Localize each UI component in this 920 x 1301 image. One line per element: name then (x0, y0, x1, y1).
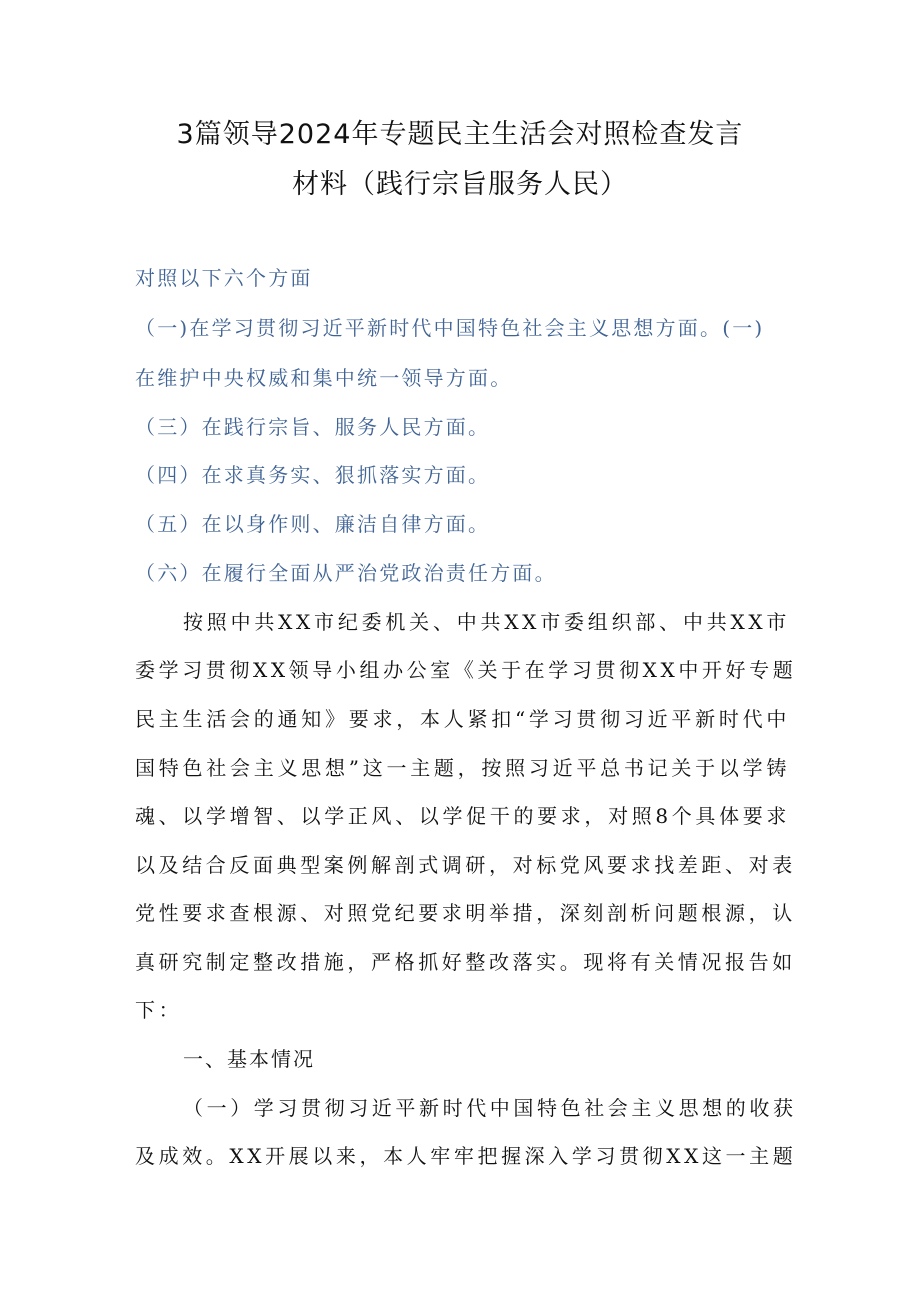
section-heading-basic-situation: 一、基本情况 (183, 1047, 315, 1071)
paragraph-line: 下： (135, 998, 183, 1022)
paragraph-line: 民主生活会的通知》要求，本人紧扣“学习贯彻习近平新时代中 (135, 707, 790, 731)
aspects-intro: 对照以下六个方面 (135, 266, 313, 290)
paragraph-line: （一）学习贯彻习近平新时代中国特色社会主义思想的收获 (183, 1096, 797, 1120)
paragraph-line: 国特色社会主义思想”这一主题，按照习近平总书记关于以学铸 (135, 756, 790, 780)
document-title-line-1: 3篇领导2024年专题民主生活会对照检查发言 (176, 119, 744, 150)
aspect-item-1: （一)在学习贯彻习近平新时代中国特色社会主义思想方面。(一) (135, 316, 765, 340)
paragraph-line: 委学习贯彻XX领导小组办公室《关于在学习贯彻XX中开好专题 (135, 658, 797, 682)
aspect-item-2: 在维护中央权威和集中统一领导方面。 (135, 366, 513, 390)
paragraph-line: 魂、以学增智、以学正风、以学促干的要求，对照8个具体要求 (135, 804, 790, 828)
aspect-item-6: （六）在履行全面从严治党政治责任方面。 (135, 561, 557, 585)
paragraph-line: 党性要求查根源、对照党纪要求明举措，深刻剖析问题根源，认 (135, 901, 796, 925)
aspect-item-3: （三）在践行宗旨、服务人民方面。 (135, 415, 491, 439)
paragraph-line: 真研究制定整改措施，严格抓好整改落实。现将有关情况报告如 (135, 950, 796, 974)
paragraph-line: 以及结合反面典型案例解剖式调研，对标党风要求找差距、对表 (135, 853, 796, 877)
document-title-line-2: 材料（践行宗旨服务人民） (292, 169, 628, 200)
aspect-item-5: （五）在以身作则、廉洁自律方面。 (135, 512, 491, 536)
aspect-item-4: （四）在求真务实、狠抓落实方面。 (135, 463, 491, 487)
paragraph-line: 及成效。XX开展以来，本人牢牢把握深入学习贯彻XX这一主题 (135, 1144, 797, 1168)
paragraph-line: 按照中共XX市纪委机关、中共XX市委组织部、中共XX市 (183, 610, 790, 634)
